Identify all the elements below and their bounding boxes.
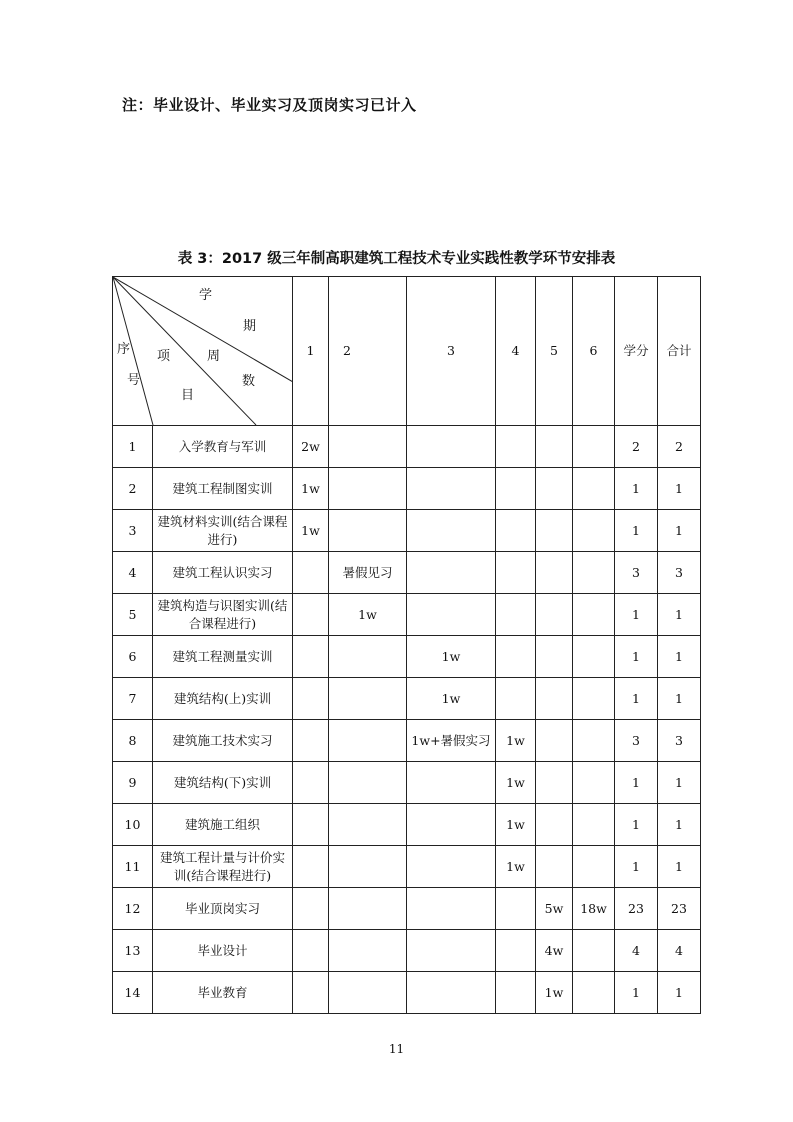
semester-6-cell <box>573 636 615 678</box>
semester-2-cell <box>329 636 407 678</box>
column-header: 学分 <box>615 277 658 426</box>
row-number-cell: 14 <box>113 972 153 1014</box>
semester-6-cell <box>573 804 615 846</box>
semester-3-cell <box>407 468 496 510</box>
semester-6-cell <box>573 930 615 972</box>
table-row <box>113 426 701 468</box>
total-cell: 3 <box>658 552 701 594</box>
semester-4-cell <box>496 594 536 636</box>
table-row <box>113 762 701 804</box>
practice-schedule-table <box>112 276 701 1014</box>
item-name-cell: 建筑工程制图实训 <box>153 468 293 510</box>
row-number-cell: 6 <box>113 636 153 678</box>
item-name-cell: 建筑工程认识实习 <box>153 552 293 594</box>
total-cell: 3 <box>658 720 701 762</box>
table-row <box>113 552 701 594</box>
row-number-cell: 2 <box>113 468 153 510</box>
semester-4-cell <box>496 426 536 468</box>
semester-5-cell: 5w <box>536 888 573 930</box>
semester-3-cell <box>407 426 496 468</box>
semester-2-cell <box>329 720 407 762</box>
credit-cell: 2 <box>615 426 658 468</box>
semester-1-cell <box>293 720 329 762</box>
semester-6-cell <box>573 720 615 762</box>
semester-4-cell: 1w <box>496 804 536 846</box>
column-header: 3 <box>407 277 496 426</box>
semester-6-cell <box>573 762 615 804</box>
semester-2-cell <box>329 846 407 888</box>
semester-5-cell <box>536 678 573 720</box>
semester-4-cell: 1w <box>496 720 536 762</box>
diag-label: 学 <box>199 288 213 303</box>
semester-1-cell: 2w <box>293 426 329 468</box>
semester-5-cell <box>536 636 573 678</box>
column-header: 6 <box>573 277 615 426</box>
semester-4-cell: 1w <box>496 762 536 804</box>
table-row <box>113 888 701 930</box>
semester-5-cell <box>536 426 573 468</box>
diag-label: 周 <box>207 349 221 364</box>
item-name-cell: 建筑施工技术实习 <box>153 720 293 762</box>
table-row <box>113 468 701 510</box>
item-name-cell: 入学教育与军训 <box>153 426 293 468</box>
semester-1-cell <box>293 888 329 930</box>
semester-1-cell <box>293 552 329 594</box>
semester-5-cell <box>536 552 573 594</box>
semester-2-cell <box>329 678 407 720</box>
semester-1-cell <box>293 930 329 972</box>
item-name-cell: 建筑结构(上)实训 <box>153 678 293 720</box>
semester-2-cell <box>329 762 407 804</box>
semester-6-cell <box>573 468 615 510</box>
semester-1-cell <box>293 846 329 888</box>
column-header: 5 <box>536 277 573 426</box>
semester-2-cell <box>329 972 407 1014</box>
semester-5-cell <box>536 594 573 636</box>
credit-cell: 1 <box>615 762 658 804</box>
item-name-cell: 建筑结构(下)实训 <box>153 762 293 804</box>
row-number-cell: 9 <box>113 762 153 804</box>
row-number-cell: 5 <box>113 594 153 636</box>
semester-2-cell: 1w <box>329 594 407 636</box>
semester-3-cell <box>407 930 496 972</box>
credit-cell: 1 <box>615 636 658 678</box>
semester-1-cell <box>293 762 329 804</box>
semester-5-cell <box>536 468 573 510</box>
total-cell: 1 <box>658 678 701 720</box>
item-name-cell: 建筑材料实训(结合课程进行) <box>153 510 293 552</box>
semester-4-cell <box>496 468 536 510</box>
semester-3-cell <box>407 972 496 1014</box>
semester-4-cell <box>496 636 536 678</box>
semester-4-cell <box>496 510 536 552</box>
total-cell: 4 <box>658 930 701 972</box>
semester-5-cell <box>536 510 573 552</box>
credit-cell: 1 <box>615 468 658 510</box>
total-cell: 1 <box>658 762 701 804</box>
semester-5-cell <box>536 804 573 846</box>
credit-cell: 3 <box>615 720 658 762</box>
item-name-cell: 建筑施工组织 <box>153 804 293 846</box>
semester-1-cell: 1w <box>293 510 329 552</box>
item-name-cell: 毕业设计 <box>153 930 293 972</box>
table-row <box>113 720 701 762</box>
item-name-cell: 毕业教育 <box>153 972 293 1014</box>
credit-cell: 1 <box>615 972 658 1014</box>
credit-cell: 1 <box>615 846 658 888</box>
credit-cell: 1 <box>615 510 658 552</box>
semester-6-cell <box>573 678 615 720</box>
header-row <box>113 277 701 426</box>
semester-3-cell <box>407 594 496 636</box>
semester-2-cell <box>329 930 407 972</box>
credit-cell: 1 <box>615 678 658 720</box>
semester-6-cell <box>573 846 615 888</box>
diag-label: 号 <box>127 373 141 388</box>
semester-4-cell <box>496 678 536 720</box>
semester-3-cell: 1w <box>407 678 496 720</box>
semester-3-cell <box>407 762 496 804</box>
total-cell: 1 <box>658 510 701 552</box>
semester-1-cell <box>293 636 329 678</box>
semester-1-cell: 1w <box>293 468 329 510</box>
semester-2-cell <box>329 888 407 930</box>
semester-5-cell <box>536 720 573 762</box>
item-name-cell: 建筑工程测量实训 <box>153 636 293 678</box>
row-number-cell: 4 <box>113 552 153 594</box>
semester-6-cell <box>573 552 615 594</box>
semester-2-cell: 暑假见习 <box>329 552 407 594</box>
total-cell: 2 <box>658 426 701 468</box>
table-row <box>113 594 701 636</box>
table-row <box>113 804 701 846</box>
row-number-cell: 13 <box>113 930 153 972</box>
note-text: 注：毕业设计、毕业实习及顶岗实习已计入 <box>122 96 417 114</box>
semester-4-cell <box>496 552 536 594</box>
semester-5-cell: 4w <box>536 930 573 972</box>
semester-3-cell <box>407 510 496 552</box>
table-row <box>113 930 701 972</box>
semester-4-cell <box>496 972 536 1014</box>
table-row <box>113 972 701 1014</box>
diag-label: 项 <box>157 349 171 364</box>
table-row <box>113 510 701 552</box>
row-number-cell: 8 <box>113 720 153 762</box>
diag-label: 期 <box>243 319 257 334</box>
semester-6-cell: 18w <box>573 888 615 930</box>
semester-3-cell <box>407 888 496 930</box>
total-cell: 1 <box>658 594 701 636</box>
row-number-cell: 3 <box>113 510 153 552</box>
semester-1-cell <box>293 972 329 1014</box>
diag-label: 目 <box>181 388 195 403</box>
column-header: 合计 <box>658 277 701 426</box>
diag-label: 序 <box>117 342 131 357</box>
credit-cell: 1 <box>615 594 658 636</box>
semester-5-cell <box>536 846 573 888</box>
semester-3-cell <box>407 552 496 594</box>
diag-label: 数 <box>242 374 256 389</box>
semester-4-cell: 1w <box>496 846 536 888</box>
credit-cell: 3 <box>615 552 658 594</box>
column-header: 2 <box>329 277 407 426</box>
semester-2-cell <box>329 804 407 846</box>
row-number-cell: 1 <box>113 426 153 468</box>
item-name-cell: 毕业顶岗实习 <box>153 888 293 930</box>
semester-2-cell <box>329 510 407 552</box>
total-cell: 1 <box>658 804 701 846</box>
row-number-cell: 7 <box>113 678 153 720</box>
row-number-cell: 10 <box>113 804 153 846</box>
semester-6-cell <box>573 510 615 552</box>
semester-4-cell <box>496 888 536 930</box>
total-cell: 1 <box>658 846 701 888</box>
semester-3-cell <box>407 846 496 888</box>
row-number-cell: 11 <box>113 846 153 888</box>
diagonal-header-cell <box>113 277 293 426</box>
semester-6-cell <box>573 426 615 468</box>
total-cell: 1 <box>658 636 701 678</box>
total-cell: 1 <box>658 972 701 1014</box>
semester-3-cell: 1w+暑假实习 <box>407 720 496 762</box>
item-name-cell: 建筑构造与识图实训(结合课程进行) <box>153 594 293 636</box>
semester-4-cell <box>496 930 536 972</box>
semester-2-cell <box>329 468 407 510</box>
table-row <box>113 678 701 720</box>
column-header: 1 <box>293 277 329 426</box>
semester-1-cell <box>293 678 329 720</box>
semester-5-cell <box>536 762 573 804</box>
table-row <box>113 636 701 678</box>
credit-cell: 1 <box>615 804 658 846</box>
credit-cell: 4 <box>615 930 658 972</box>
total-cell: 1 <box>658 468 701 510</box>
semester-2-cell <box>329 426 407 468</box>
semester-3-cell: 1w <box>407 636 496 678</box>
semester-1-cell <box>293 804 329 846</box>
page-number: 11 <box>388 1042 405 1056</box>
total-cell: 23 <box>658 888 701 930</box>
semester-1-cell <box>293 594 329 636</box>
credit-cell: 23 <box>615 888 658 930</box>
semester-6-cell <box>573 594 615 636</box>
semester-3-cell <box>407 804 496 846</box>
semester-5-cell: 1w <box>536 972 573 1014</box>
table-row <box>113 846 701 888</box>
column-header: 4 <box>496 277 536 426</box>
row-number-cell: 12 <box>113 888 153 930</box>
table-caption: 表 3：2017 级三年制高职建筑工程技术专业实践性教学环节安排表 <box>177 251 616 267</box>
semester-6-cell <box>573 972 615 1014</box>
item-name-cell: 建筑工程计量与计价实训(结合课程进行) <box>153 846 293 888</box>
